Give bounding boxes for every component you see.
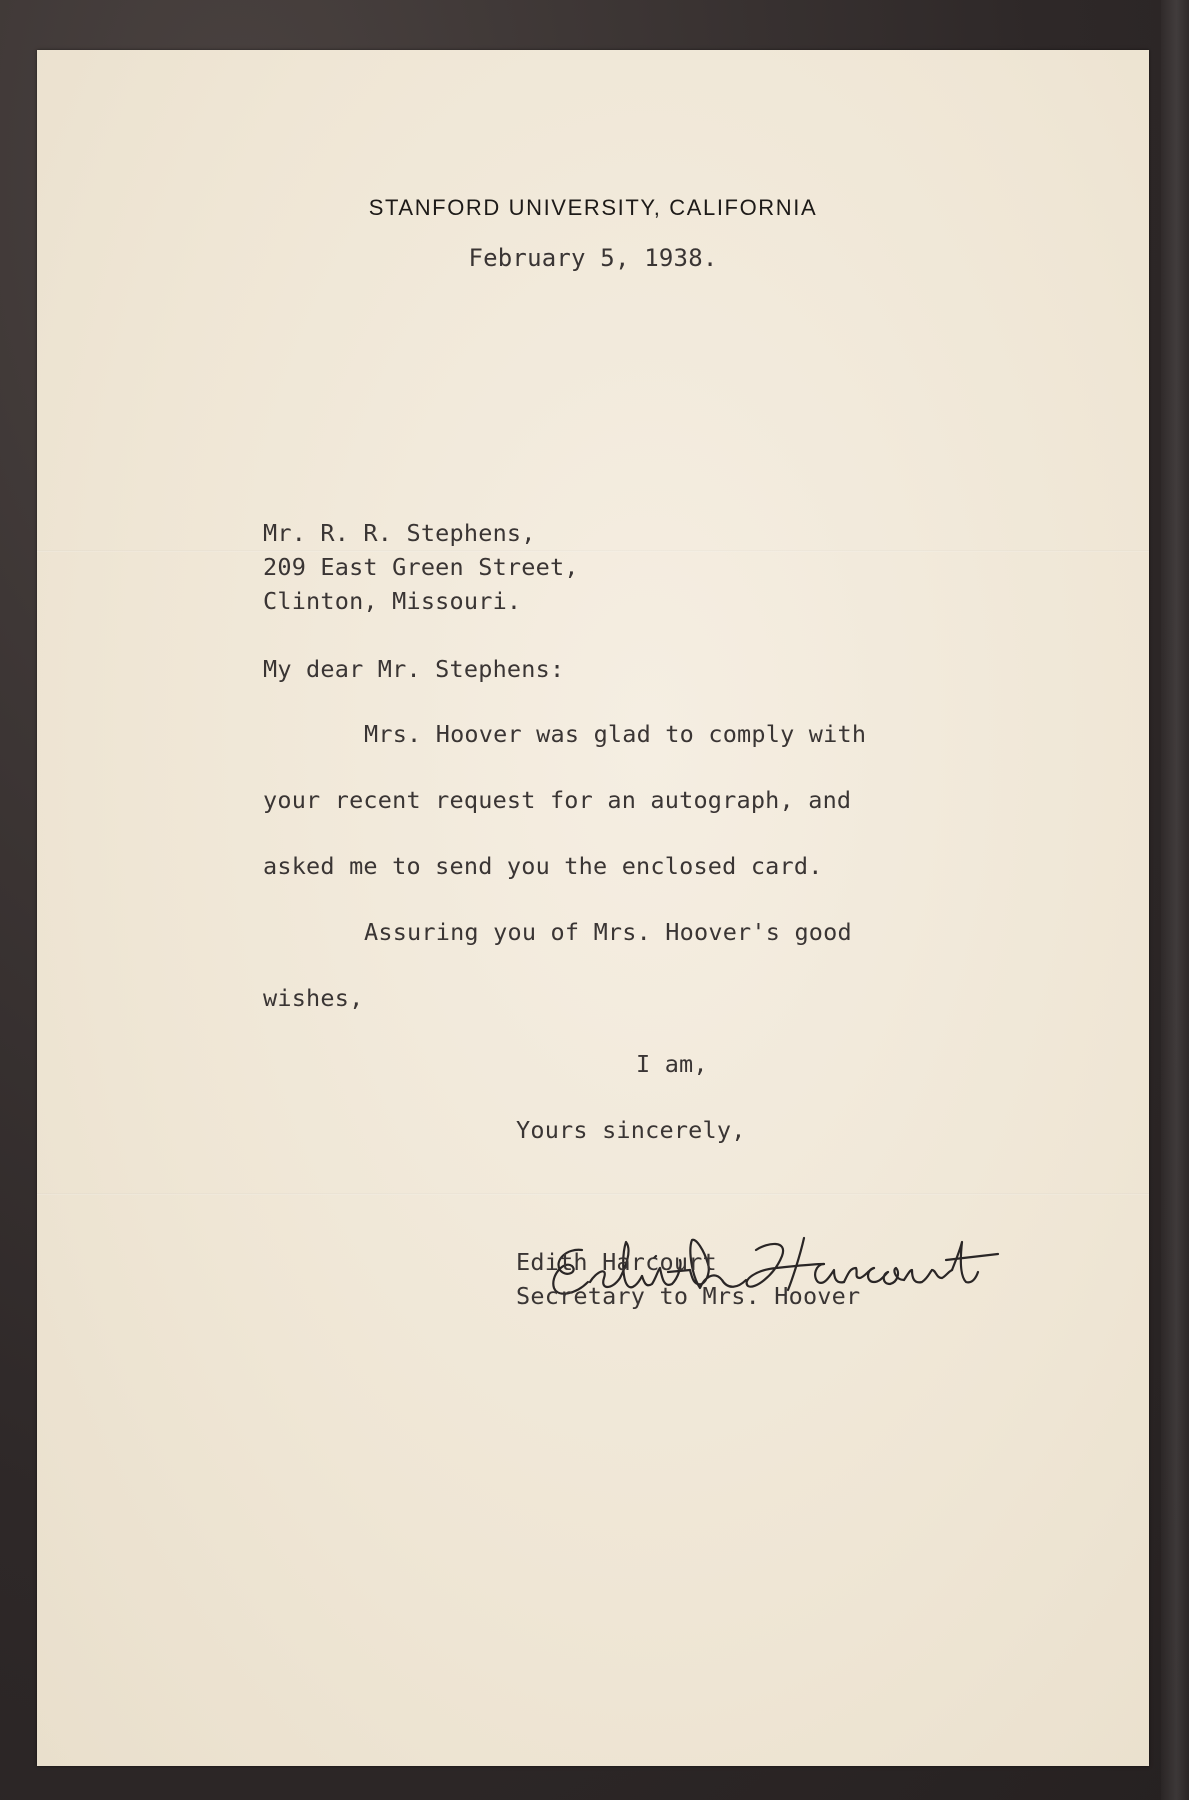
recipient-name: Mr. R. R. Stephens, (263, 519, 536, 547)
recipient-street: 209 East Green Street, (263, 553, 579, 581)
fold-line-upper (37, 550, 1149, 552)
body-line: Mrs. Hoover was glad to comply with (364, 720, 867, 748)
letter-date: February 5, 1938. (468, 244, 718, 272)
closing-line: I am, (636, 1050, 708, 1078)
body-line: asked me to send you the enclosed card. (263, 852, 823, 880)
body-line: Assuring you of Mrs. Hoover's good (364, 918, 852, 946)
signer-title: Secretary to Mrs. Hoover (516, 1282, 861, 1310)
letter-paper (37, 50, 1149, 1766)
signer-name: Edith Harcourt (516, 1248, 717, 1276)
fold-line-lower (37, 1193, 1149, 1195)
body-line: wishes, (263, 984, 364, 1012)
letterhead: STANFORD UNIVERSITY, CALIFORNIA (368, 195, 818, 220)
recipient-city: Clinton, Missouri. (263, 587, 522, 615)
salutation: My dear Mr. Stephens: (263, 655, 565, 683)
closing-line: Yours sincerely, (516, 1116, 746, 1144)
plastic-sleeve-edge (1161, 0, 1189, 1800)
body-line: your recent request for an autograph, and (263, 786, 852, 814)
